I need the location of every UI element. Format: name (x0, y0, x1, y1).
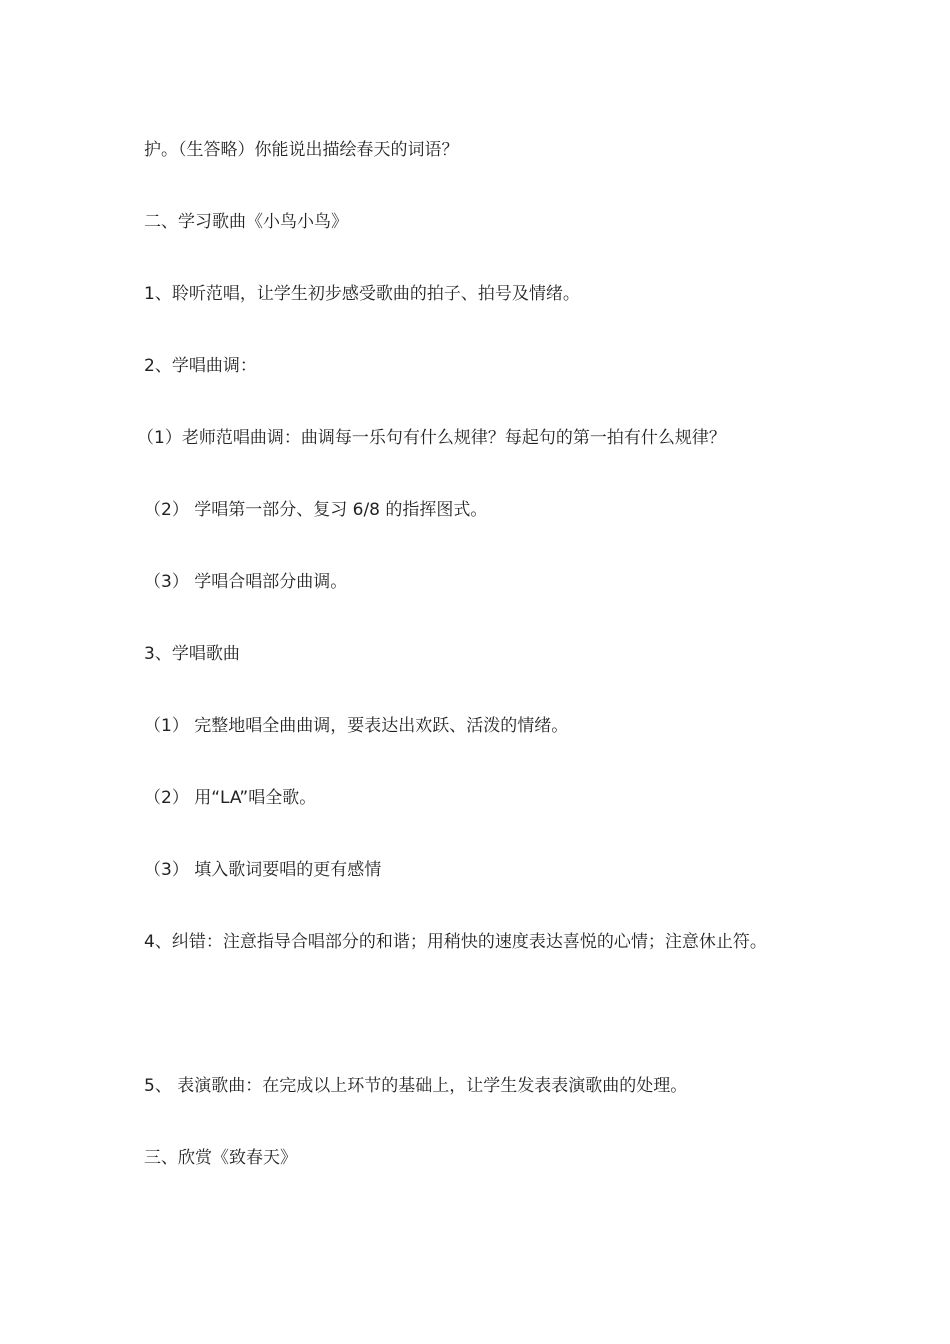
text-line-6: （2） 学唱第一部分、复习 6/8 的指挥图式。 (144, 500, 488, 520)
text-line-5: （1）老师范唱曲调：曲调每一乐句有什么规律？每起句的第一拍有什么规律？ (137, 428, 726, 448)
text-line-3: 1、聆听范唱，让学生初步感受歌曲的拍子、拍号及情绪。 (144, 284, 580, 304)
text-line-4: 2、学唱曲调： (144, 356, 257, 376)
section-heading-learn-song: 二、学习歌曲《小鸟小鸟》 (144, 212, 348, 232)
text-line-12: 4、纠错：注意指导合唱部分的和谐；用稍快的速度表达喜悦的心情；注意休止符。 (144, 932, 767, 952)
text-line-1: 护。（生答略）你能说出描绘春天的词语？ (144, 140, 459, 160)
text-line-11: （3） 填入歌词要唱的更有感情 (144, 860, 382, 880)
text-line-8: 3、学唱歌曲 (144, 644, 240, 664)
text-line-7: （3） 学唱合唱部分曲调。 (144, 572, 348, 592)
text-line-9: （1） 完整地唱全曲曲调，要表达出欢跃、活泼的情绪。 (144, 716, 569, 736)
text-line-13: 5、 表演歌曲：在完成以上环节的基础上，让学生发表表演歌曲的处理。 (144, 1076, 688, 1096)
text-line-10: （2） 用“LA”唱全歌。 (144, 788, 317, 808)
section-heading-appreciate: 三、欣赏《致春天》 (144, 1148, 297, 1168)
